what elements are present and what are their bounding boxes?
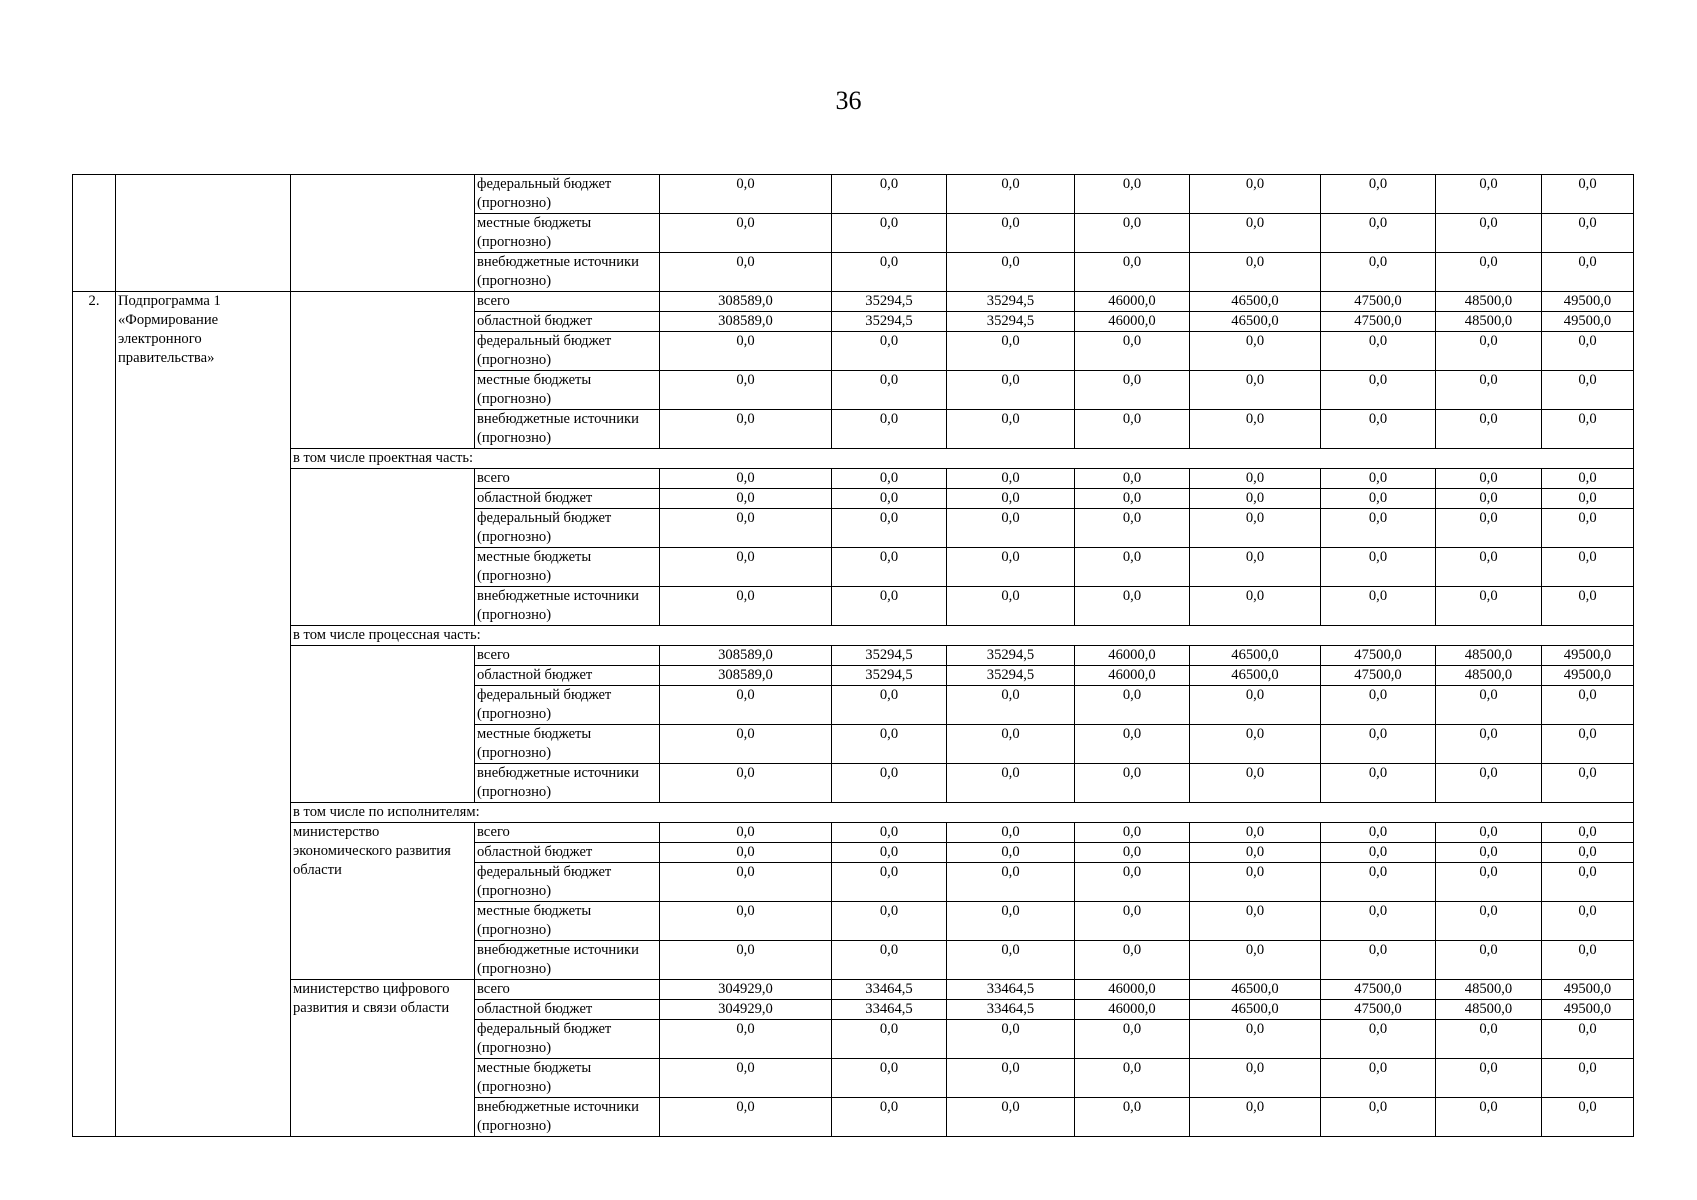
amount-cell: 0,0 (1321, 764, 1436, 803)
amount-cell: 0,0 (832, 548, 947, 587)
amount-cell: 0,0 (1542, 941, 1634, 980)
section-heading-row (73, 803, 1634, 823)
amount-cell: 47500,0 (1321, 1000, 1436, 1020)
name-cell (116, 175, 291, 292)
amount-cell: 0,0 (1321, 1059, 1436, 1098)
section-heading-row (73, 449, 1634, 469)
page-number: 36 (835, 86, 862, 115)
funding-source: федеральный бюджет (прогнозно) (475, 686, 660, 725)
amount-cell: 0,0 (1436, 823, 1542, 843)
amount-cell: 0,0 (660, 548, 832, 587)
funding-source: местные бюджеты (прогнозно) (475, 214, 660, 253)
subprogram-number: 2. (73, 292, 116, 1137)
amount-cell: 0,0 (1542, 469, 1634, 489)
amount-cell: 0,0 (832, 823, 947, 843)
amount-cell: 0,0 (1542, 1098, 1634, 1137)
amount-cell: 0,0 (1190, 1020, 1321, 1059)
amount-cell: 46500,0 (1190, 980, 1321, 1000)
amount-cell: 0,0 (832, 371, 947, 410)
funding-source: местные бюджеты (прогнозно) (475, 548, 660, 587)
amount-cell: 0,0 (832, 1098, 947, 1137)
amount-cell: 0,0 (1542, 587, 1634, 626)
funding-source: внебюджетные источники (прогнозно) (475, 587, 660, 626)
amount-cell: 0,0 (660, 764, 832, 803)
amount-cell: 0,0 (1075, 253, 1190, 292)
funding-source: областной бюджет (475, 489, 660, 509)
section-heading: в том числе процессная часть: (291, 626, 1634, 646)
funding-source: областной бюджет (475, 666, 660, 686)
amount-cell: 0,0 (1075, 863, 1190, 902)
amount-cell: 0,0 (1190, 941, 1321, 980)
amount-cell: 0,0 (660, 469, 832, 489)
amount-cell: 0,0 (1321, 863, 1436, 902)
executor-name: министерство экономического развития области (291, 823, 475, 980)
amount-cell: 0,0 (1321, 548, 1436, 587)
funding-source: всего (475, 469, 660, 489)
amount-cell: 0,0 (947, 725, 1075, 764)
section-heading: в том числе проектная часть: (291, 449, 1634, 469)
funding-source: федеральный бюджет (прогнозно) (475, 175, 660, 214)
amount-cell: 0,0 (1190, 764, 1321, 803)
amount-cell: 0,0 (1542, 175, 1634, 214)
amount-cell: 0,0 (832, 253, 947, 292)
amount-cell: 0,0 (832, 175, 947, 214)
amount-cell: 0,0 (1190, 509, 1321, 548)
amount-cell: 0,0 (1436, 410, 1542, 449)
table-row (73, 980, 1634, 1000)
amount-cell: 0,0 (660, 175, 832, 214)
amount-cell: 0,0 (1075, 509, 1190, 548)
amount-cell: 308589,0 (660, 666, 832, 686)
amount-cell: 0,0 (660, 1098, 832, 1137)
amount-cell: 49500,0 (1542, 666, 1634, 686)
amount-cell: 308589,0 (660, 312, 832, 332)
amount-cell: 0,0 (660, 823, 832, 843)
amount-cell: 0,0 (1075, 469, 1190, 489)
amount-cell: 0,0 (1321, 843, 1436, 863)
amount-cell: 0,0 (660, 686, 832, 725)
amount-cell: 0,0 (1321, 1098, 1436, 1137)
amount-cell: 0,0 (947, 941, 1075, 980)
amount-cell: 0,0 (1436, 253, 1542, 292)
amount-cell: 48500,0 (1436, 646, 1542, 666)
amount-cell: 33464,5 (947, 980, 1075, 1000)
amount-cell: 0,0 (1321, 489, 1436, 509)
amount-cell: 0,0 (1190, 410, 1321, 449)
amount-cell: 0,0 (1542, 823, 1634, 843)
amount-cell: 0,0 (1075, 843, 1190, 863)
amount-cell: 48500,0 (1436, 980, 1542, 1000)
amount-cell: 49500,0 (1542, 1000, 1634, 1020)
amount-cell: 46500,0 (1190, 666, 1321, 686)
amount-cell: 0,0 (947, 902, 1075, 941)
amount-cell: 0,0 (832, 725, 947, 764)
amount-cell: 46500,0 (1190, 646, 1321, 666)
amount-cell: 0,0 (1436, 469, 1542, 489)
amount-cell: 0,0 (1542, 548, 1634, 587)
amount-cell: 0,0 (1321, 902, 1436, 941)
amount-cell: 33464,5 (832, 980, 947, 1000)
amount-cell: 0,0 (832, 941, 947, 980)
amount-cell: 304929,0 (660, 1000, 832, 1020)
amount-cell: 0,0 (1542, 902, 1634, 941)
amount-cell: 0,0 (660, 489, 832, 509)
amount-cell: 304929,0 (660, 980, 832, 1000)
budget-table (72, 174, 1634, 1137)
amount-cell: 0,0 (832, 469, 947, 489)
amount-cell: 0,0 (1542, 332, 1634, 371)
funding-source: федеральный бюджет (прогнозно) (475, 332, 660, 371)
amount-cell: 0,0 (947, 410, 1075, 449)
funding-source: внебюджетные источники (прогнозно) (475, 410, 660, 449)
amount-cell: 0,0 (1190, 489, 1321, 509)
subprogram-name: Подпрограмма 1 «Формирование электронного правительства» (116, 292, 291, 1137)
amount-cell: 0,0 (947, 371, 1075, 410)
amount-cell: 0,0 (1321, 509, 1436, 548)
amount-cell: 0,0 (1075, 1020, 1190, 1059)
amount-cell: 0,0 (1436, 1098, 1542, 1137)
funding-source: всего (475, 980, 660, 1000)
amount-cell: 0,0 (947, 823, 1075, 843)
amount-cell: 47500,0 (1321, 646, 1436, 666)
amount-cell: 0,0 (832, 863, 947, 902)
amount-cell: 0,0 (947, 1020, 1075, 1059)
amount-cell: 35294,5 (832, 292, 947, 312)
amount-cell: 0,0 (1542, 253, 1634, 292)
funding-source: местные бюджеты (прогнозно) (475, 1059, 660, 1098)
amount-cell: 0,0 (1190, 332, 1321, 371)
table-row (73, 823, 1634, 843)
amount-cell: 0,0 (660, 371, 832, 410)
amount-cell: 46000,0 (1075, 292, 1190, 312)
amount-cell: 0,0 (1190, 1098, 1321, 1137)
amount-cell: 0,0 (832, 902, 947, 941)
amount-cell: 0,0 (1436, 843, 1542, 863)
amount-cell: 0,0 (1542, 1059, 1634, 1098)
amount-cell: 0,0 (1321, 253, 1436, 292)
funding-source: федеральный бюджет (прогнозно) (475, 509, 660, 548)
amount-cell: 0,0 (1321, 941, 1436, 980)
amount-cell: 0,0 (1075, 1059, 1190, 1098)
amount-cell: 0,0 (1075, 332, 1190, 371)
executor-cell (291, 646, 475, 803)
executor-cell (291, 292, 475, 449)
amount-cell: 35294,5 (947, 292, 1075, 312)
executor-cell (291, 175, 475, 292)
amount-cell: 0,0 (1436, 489, 1542, 509)
amount-cell: 0,0 (1075, 686, 1190, 725)
amount-cell: 0,0 (1542, 725, 1634, 764)
amount-cell: 0,0 (1436, 548, 1542, 587)
amount-cell: 0,0 (1436, 902, 1542, 941)
amount-cell: 0,0 (947, 469, 1075, 489)
funding-source: внебюджетные источники (прогнозно) (475, 253, 660, 292)
section-heading: в том числе по исполнителям: (291, 803, 1634, 823)
amount-cell: 47500,0 (1321, 980, 1436, 1000)
funding-source: местные бюджеты (прогнозно) (475, 902, 660, 941)
amount-cell: 0,0 (1436, 1059, 1542, 1098)
amount-cell: 0,0 (947, 1059, 1075, 1098)
amount-cell: 0,0 (1542, 843, 1634, 863)
amount-cell: 35294,5 (832, 312, 947, 332)
section-heading-row (73, 626, 1634, 646)
amount-cell: 0,0 (660, 214, 832, 253)
amount-cell: 49500,0 (1542, 980, 1634, 1000)
amount-cell: 0,0 (1321, 1020, 1436, 1059)
amount-cell: 0,0 (1436, 332, 1542, 371)
amount-cell: 308589,0 (660, 646, 832, 666)
amount-cell: 0,0 (1190, 863, 1321, 902)
amount-cell: 49500,0 (1542, 292, 1634, 312)
funding-source: внебюджетные источники (прогнозно) (475, 764, 660, 803)
amount-cell: 0,0 (947, 509, 1075, 548)
amount-cell: 47500,0 (1321, 292, 1436, 312)
amount-cell: 0,0 (832, 214, 947, 253)
amount-cell: 46500,0 (1190, 312, 1321, 332)
amount-cell: 0,0 (1542, 214, 1634, 253)
table-row (73, 646, 1634, 666)
amount-cell: 0,0 (1321, 587, 1436, 626)
amount-cell: 0,0 (1075, 1098, 1190, 1137)
amount-cell: 33464,5 (832, 1000, 947, 1020)
funding-source: местные бюджеты (прогнозно) (475, 371, 660, 410)
funding-source: местные бюджеты (прогнозно) (475, 725, 660, 764)
amount-cell: 49500,0 (1542, 646, 1634, 666)
amount-cell: 47500,0 (1321, 666, 1436, 686)
amount-cell: 0,0 (1190, 587, 1321, 626)
amount-cell: 0,0 (1321, 175, 1436, 214)
amount-cell: 46000,0 (1075, 646, 1190, 666)
amount-cell: 0,0 (660, 902, 832, 941)
funding-source: областной бюджет (475, 843, 660, 863)
amount-cell: 0,0 (1436, 1020, 1542, 1059)
amount-cell: 0,0 (1190, 253, 1321, 292)
amount-cell: 0,0 (1190, 725, 1321, 764)
funding-source: внебюджетные источники (прогнозно) (475, 941, 660, 980)
amount-cell: 0,0 (1190, 902, 1321, 941)
amount-cell: 0,0 (1075, 902, 1190, 941)
amount-cell: 47500,0 (1321, 312, 1436, 332)
amount-cell: 0,0 (1075, 214, 1190, 253)
amount-cell: 0,0 (1542, 764, 1634, 803)
amount-cell: 0,0 (947, 686, 1075, 725)
amount-cell: 0,0 (1075, 371, 1190, 410)
amount-cell: 0,0 (832, 1020, 947, 1059)
amount-cell: 0,0 (1436, 175, 1542, 214)
amount-cell: 0,0 (1190, 214, 1321, 253)
amount-cell: 35294,5 (947, 666, 1075, 686)
amount-cell: 0,0 (1436, 941, 1542, 980)
amount-cell: 0,0 (1075, 489, 1190, 509)
amount-cell: 0,0 (660, 863, 832, 902)
amount-cell: 0,0 (1075, 548, 1190, 587)
amount-cell: 0,0 (1321, 823, 1436, 843)
amount-cell: 0,0 (947, 587, 1075, 626)
amount-cell: 0,0 (1190, 686, 1321, 725)
number-cell (73, 175, 116, 292)
amount-cell: 0,0 (1190, 843, 1321, 863)
amount-cell: 0,0 (1075, 941, 1190, 980)
amount-cell: 0,0 (1542, 686, 1634, 725)
amount-cell: 35294,5 (832, 666, 947, 686)
amount-cell: 0,0 (832, 332, 947, 371)
amount-cell: 0,0 (660, 410, 832, 449)
amount-cell: 0,0 (660, 725, 832, 764)
amount-cell: 0,0 (1075, 823, 1190, 843)
amount-cell: 0,0 (1190, 371, 1321, 410)
amount-cell: 0,0 (660, 941, 832, 980)
amount-cell: 0,0 (660, 332, 832, 371)
amount-cell: 0,0 (1075, 410, 1190, 449)
amount-cell: 0,0 (947, 548, 1075, 587)
funding-source: федеральный бюджет (прогнозно) (475, 1020, 660, 1059)
amount-cell: 0,0 (1190, 548, 1321, 587)
amount-cell: 48500,0 (1436, 292, 1542, 312)
amount-cell: 0,0 (832, 686, 947, 725)
amount-cell: 33464,5 (947, 1000, 1075, 1020)
amount-cell: 0,0 (1190, 175, 1321, 214)
funding-source: внебюджетные источники (прогнозно) (475, 1098, 660, 1137)
amount-cell: 49500,0 (1542, 312, 1634, 332)
amount-cell: 0,0 (1321, 686, 1436, 725)
funding-source: федеральный бюджет (прогнозно) (475, 863, 660, 902)
amount-cell: 0,0 (1075, 175, 1190, 214)
funding-source: областной бюджет (475, 1000, 660, 1020)
amount-cell: 0,0 (1436, 587, 1542, 626)
amount-cell: 0,0 (1075, 587, 1190, 626)
amount-cell: 46500,0 (1190, 1000, 1321, 1020)
amount-cell: 0,0 (832, 509, 947, 548)
amount-cell: 0,0 (1436, 863, 1542, 902)
amount-cell: 0,0 (1542, 410, 1634, 449)
amount-cell: 46000,0 (1075, 666, 1190, 686)
amount-cell: 0,0 (1075, 725, 1190, 764)
amount-cell: 0,0 (1542, 863, 1634, 902)
amount-cell: 0,0 (947, 764, 1075, 803)
amount-cell: 0,0 (947, 253, 1075, 292)
amount-cell: 48500,0 (1436, 666, 1542, 686)
amount-cell: 0,0 (1542, 1020, 1634, 1059)
amount-cell: 0,0 (1436, 371, 1542, 410)
table-row (73, 175, 1634, 214)
table-row (73, 469, 1634, 489)
amount-cell: 48500,0 (1436, 312, 1542, 332)
amount-cell: 46000,0 (1075, 1000, 1190, 1020)
amount-cell: 0,0 (947, 489, 1075, 509)
amount-cell: 0,0 (832, 1059, 947, 1098)
amount-cell: 48500,0 (1436, 1000, 1542, 1020)
amount-cell: 0,0 (660, 253, 832, 292)
amount-cell: 308589,0 (660, 292, 832, 312)
executor-cell (291, 469, 475, 626)
amount-cell: 0,0 (1542, 489, 1634, 509)
amount-cell: 0,0 (1321, 214, 1436, 253)
amount-cell: 0,0 (1436, 509, 1542, 548)
amount-cell: 46500,0 (1190, 292, 1321, 312)
amount-cell: 0,0 (947, 843, 1075, 863)
amount-cell: 0,0 (1436, 214, 1542, 253)
amount-cell: 0,0 (660, 1020, 832, 1059)
amount-cell: 0,0 (832, 587, 947, 626)
amount-cell: 0,0 (660, 1059, 832, 1098)
amount-cell: 0,0 (1542, 509, 1634, 548)
amount-cell: 0,0 (1436, 764, 1542, 803)
amount-cell: 0,0 (832, 764, 947, 803)
funding-source: областной бюджет (475, 312, 660, 332)
amount-cell: 0,0 (1436, 686, 1542, 725)
amount-cell: 35294,5 (947, 312, 1075, 332)
amount-cell: 0,0 (1190, 1059, 1321, 1098)
amount-cell: 0,0 (947, 214, 1075, 253)
amount-cell: 0,0 (1321, 410, 1436, 449)
amount-cell: 0,0 (660, 509, 832, 548)
executor-name: министерство цифрового развития и связи области (291, 980, 475, 1137)
amount-cell: 0,0 (1321, 469, 1436, 489)
amount-cell: 0,0 (1436, 725, 1542, 764)
amount-cell: 0,0 (1075, 764, 1190, 803)
amount-cell: 0,0 (660, 587, 832, 626)
amount-cell: 46000,0 (1075, 312, 1190, 332)
amount-cell: 0,0 (832, 843, 947, 863)
amount-cell: 0,0 (947, 332, 1075, 371)
amount-cell: 0,0 (832, 410, 947, 449)
funding-source: всего (475, 823, 660, 843)
amount-cell: 0,0 (947, 175, 1075, 214)
amount-cell: 0,0 (1542, 371, 1634, 410)
amount-cell: 0,0 (832, 489, 947, 509)
amount-cell: 0,0 (947, 1098, 1075, 1137)
amount-cell: 0,0 (1190, 823, 1321, 843)
amount-cell: 35294,5 (832, 646, 947, 666)
amount-cell: 0,0 (1321, 725, 1436, 764)
amount-cell: 0,0 (1321, 371, 1436, 410)
table-row (73, 292, 1634, 312)
amount-cell: 0,0 (660, 843, 832, 863)
funding-source: всего (475, 292, 660, 312)
amount-cell: 0,0 (947, 863, 1075, 902)
amount-cell: 46000,0 (1075, 980, 1190, 1000)
funding-source: всего (475, 646, 660, 666)
amount-cell: 35294,5 (947, 646, 1075, 666)
amount-cell: 0,0 (1190, 469, 1321, 489)
amount-cell: 0,0 (1321, 332, 1436, 371)
